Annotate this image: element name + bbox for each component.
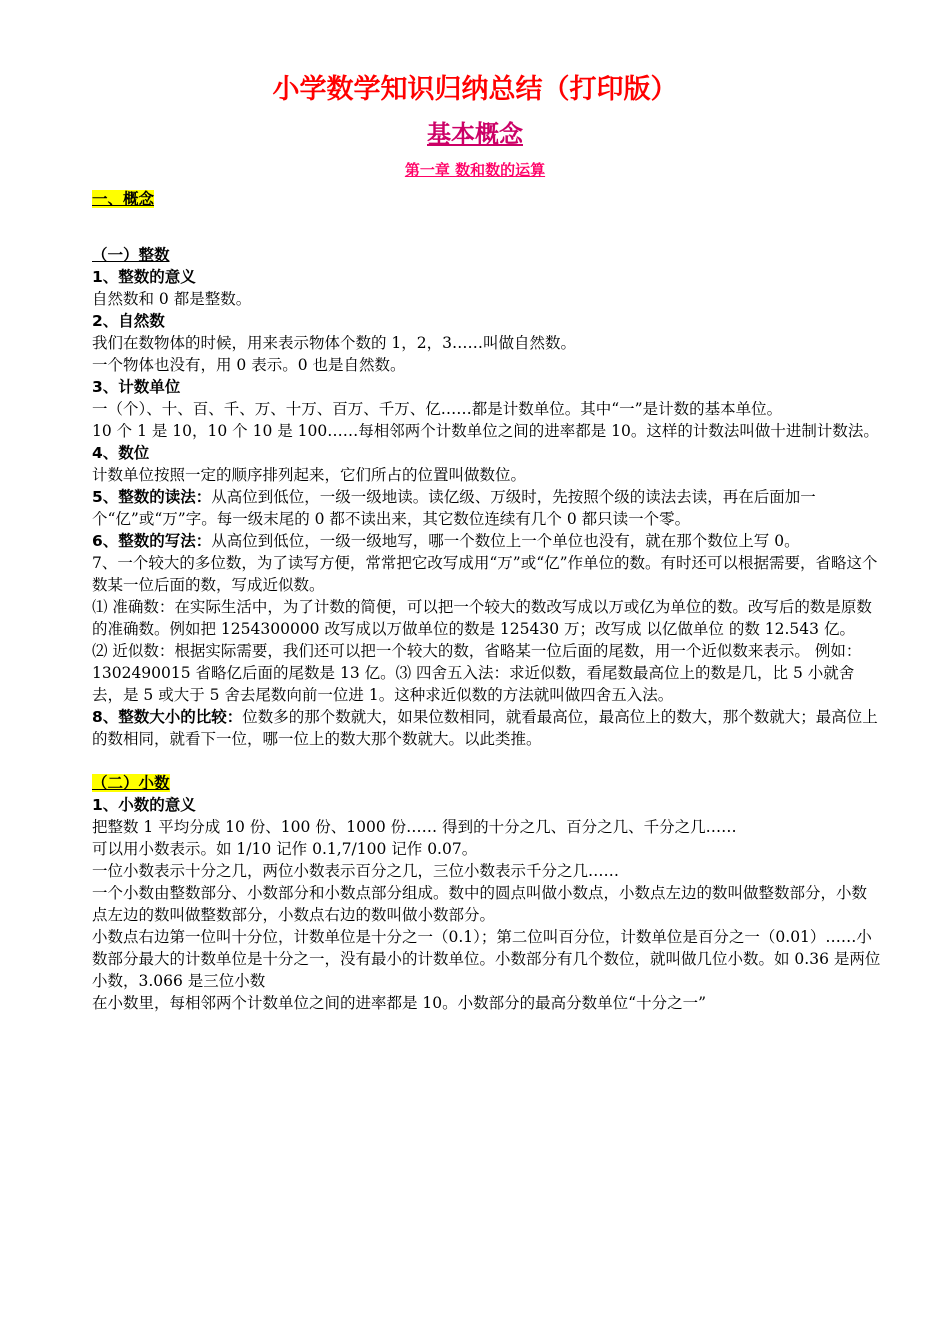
paragraph bbox=[92, 926, 882, 992]
item-text: 我们在数物体的时候，用来表示物体个数的 1，2，3……叫做自然数。 bbox=[92, 334, 577, 352]
paragraph bbox=[92, 464, 882, 486]
paragraph bbox=[92, 354, 882, 376]
item-text: ⑵ 近似数：根据实际需要，我们还可以把一个较大的数，省略某一位后面的尾数，用一个近似数来表示。 例如： 1302490015 省略亿后面的尾数是 13 亿。⑶ 四舍五入法：求近似数，看尾数最高位上的数是几，比 5 小就舍去，是 5 或大于 5 舍去尾数向前一位进 1。这种求近似数的方法就叫做四舍五入法。 bbox=[92, 642, 862, 704]
item-label: 8、整数大小的比较： bbox=[92, 708, 243, 726]
paragraph bbox=[92, 640, 882, 706]
paragraph bbox=[92, 838, 882, 860]
item-text: 自然数和 0 都是整数。 bbox=[92, 290, 252, 308]
paragraph bbox=[92, 794, 882, 816]
paragraph bbox=[92, 816, 882, 838]
document-subtitle: 基本概念 bbox=[427, 120, 523, 148]
paragraph bbox=[92, 288, 882, 310]
chapter-heading: 第一章 数和数的运算 bbox=[404, 161, 546, 179]
paragraph bbox=[92, 552, 882, 596]
item-text: 从高位到低位，一级一级地读。读亿级、万级时，先按照个级的读法去读，再在后面加一个“亿”或“万”字。每一级末尾的 0 都不读出来，其它数位连续有几个 0 都只读一个零。 bbox=[92, 488, 816, 528]
item-text: 一个物体也没有，用 0 表示。0 也是自然数。 bbox=[92, 356, 406, 374]
item-text: 在小数里，每相邻两个计数单位之间的进率都是 10。小数部分的最高分数单位“十分之一” bbox=[92, 994, 707, 1012]
item-text: 可以用小数表示。如 1/10 记作 0.1,7/100 记作 0.07。 bbox=[92, 840, 478, 858]
paragraph bbox=[92, 860, 882, 882]
document-title: 小学数学知识归纳总结（打印版） bbox=[272, 74, 678, 105]
paragraph bbox=[92, 706, 882, 750]
item-text: 一（个）、十、百、千、万、十万、百万、千万、亿……都是计数单位。其中“一”是计数的基本单位。 bbox=[92, 400, 783, 418]
item-text: 7、一个较大的多位数，为了读写方便，常常把它改写成用“万”或“亿”作单位的数。有时还可以根据需要，省略这个数某一位后面的数，写成近似数。 bbox=[92, 554, 878, 594]
paragraph bbox=[92, 882, 882, 926]
item-text: 从高位到低位，一级一级地写，哪一个数位上一个单位也没有，就在那个数位上写 0。 bbox=[211, 532, 800, 550]
item-text: 把整数 1 平均分成 10 份、100 份、1000 份…… 得到的十分之几、百分之几、千分之几…… bbox=[92, 818, 737, 836]
paragraph bbox=[92, 376, 882, 398]
item-label: 1、整数的意义 bbox=[92, 268, 196, 286]
item-label: 5、整数的读法： bbox=[92, 488, 212, 506]
decimals-content bbox=[92, 794, 882, 1014]
subsection-heading-integers: （一）整数 bbox=[92, 246, 170, 264]
item-text: 小数点右边第一位叫十分位，计数单位是十分之一（0.1）；第二位叫百分位，计数单位是百分之一（0.01）……小数部分最大的计数单位是十分之一，没有最小的计数单位。小数部分有几个数位，就叫做几位小数。如 0.36 是两位小数，3.066 是三位小数 bbox=[92, 928, 881, 990]
paragraph bbox=[92, 266, 882, 288]
paragraph bbox=[92, 486, 882, 530]
paragraph bbox=[92, 310, 882, 332]
paragraph bbox=[92, 992, 882, 1014]
item-label: 6、整数的写法： bbox=[92, 532, 212, 550]
paragraph bbox=[92, 398, 882, 420]
item-text: 一个小数由整数部分、小数部分和小数点部分组成。数中的圆点叫做小数点，小数点左边的数叫做整数部分，小数点左边的数叫做整数部分，小数点右边的数叫做小数部分。 bbox=[92, 884, 868, 924]
paragraph bbox=[92, 332, 882, 354]
item-text: 计数单位按照一定的顺序排列起来，它们所占的位置叫做数位。 bbox=[92, 466, 527, 484]
item-text: 一位小数表示十分之几，两位小数表示百分之几，三位小数表示千分之几…… bbox=[92, 862, 620, 880]
item-text: 10 个 1 是 10，10 个 10 是 100……每相邻两个计数单位之间的进率都是 10。这样的计数法叫做十进制计数法。 bbox=[92, 422, 879, 440]
subsection-heading-decimals: （二）小数 bbox=[92, 774, 170, 792]
paragraph bbox=[92, 420, 882, 442]
item-label: 2、自然数 bbox=[92, 312, 165, 330]
paragraph bbox=[92, 530, 882, 552]
section-heading: 一、概念 bbox=[92, 190, 155, 208]
item-label: 1、小数的意义 bbox=[92, 796, 196, 814]
item-label: 3、计数单位 bbox=[92, 378, 181, 396]
item-label: 4、数位 bbox=[92, 444, 150, 462]
integers-content bbox=[92, 266, 882, 750]
document-body bbox=[92, 188, 882, 1014]
item-text: ⑴ 准确数：在实际生活中，为了计数的简便，可以把一个较大的数改写成以万或亿为单位的数。改写后的数是原数的准确数。例如把 1254300000 改写成以万做单位的数是 125430 万；改写成 以亿做单位 的数 12.543 亿。 bbox=[92, 598, 872, 638]
paragraph bbox=[92, 596, 882, 640]
paragraph bbox=[92, 442, 882, 464]
item-text: 位数多的那个数就大，如果位数相同，就看最高位，最高位上的数大，那个数就大；最高位上的数相同，就看下一位，哪一位上的数大那个数就大。以此类推。 bbox=[92, 708, 878, 748]
